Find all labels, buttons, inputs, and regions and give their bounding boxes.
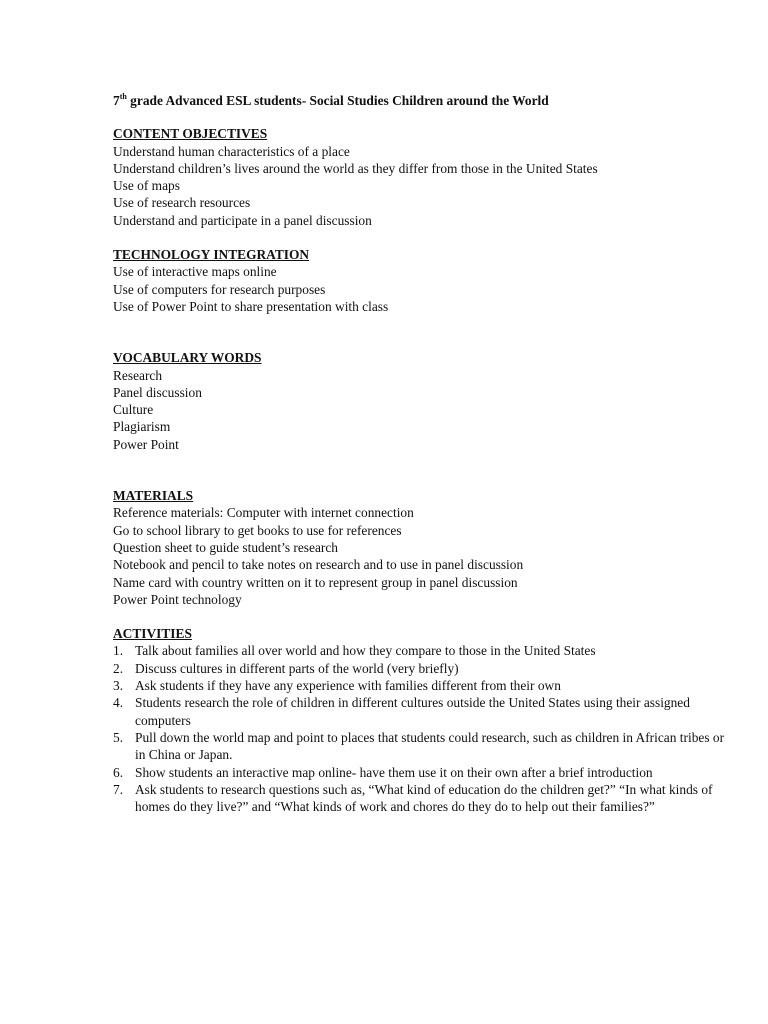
- section-spacer: [113, 608, 733, 625]
- materials-item: Notebook and pencil to take notes on research and to use in panel discussion: [113, 557, 524, 573]
- activity-item: [113, 729, 733, 764]
- objective-item: Understand and participate in a panel discussion: [113, 212, 372, 228]
- vocabulary-item: Panel discussion: [113, 384, 202, 400]
- heading-content-objectives: CONTENT OBJECTIVES: [113, 126, 268, 142]
- title-grade-superscript: th: [119, 91, 127, 101]
- activity-number: 7.: [113, 781, 124, 797]
- vocabulary-item: Culture: [113, 402, 154, 418]
- section-spacer: [113, 453, 733, 487]
- activity-number: 4.: [113, 695, 124, 711]
- activity-text: Talk about families all over world and how they compare to those in the United States: [135, 643, 596, 659]
- activity-text: Students research the role of children in different cultures outside the United States using their assigned computers: [135, 695, 690, 728]
- activity-item: [113, 642, 733, 659]
- heading-technology-integration: TECHNOLOGY INTEGRATION: [113, 247, 310, 263]
- materials-item: Reference materials: Computer with internet connection: [113, 505, 414, 521]
- document-page: [113, 92, 733, 815]
- materials-item: Question sheet to guide student’s research: [113, 539, 338, 555]
- vocabulary-item: Power Point: [113, 436, 179, 452]
- activity-text: Ask students to research questions such as, “What kind of education do the children get?” “In what kinds of homes do they live?” and “What kinds of work and chores do they do to help out their families?”: [135, 781, 713, 815]
- heading-materials: MATERIALS: [113, 488, 194, 504]
- activity-number: 6.: [113, 764, 124, 780]
- title-text: grade Advanced ESL students- Social Studies Children around the World: [126, 93, 549, 108]
- objective-item: Understand children’s lives around the world as they differ from those in the United States: [113, 160, 598, 176]
- section-materials: [113, 487, 733, 608]
- materials-item: Power Point technology: [113, 591, 242, 607]
- activity-item: [113, 660, 733, 677]
- technology-item: Use of Power Point to share presentation with class: [113, 298, 389, 314]
- materials-item: Name card with country written on it to represent group in panel discussion: [113, 574, 518, 590]
- vocabulary-item: Research: [113, 367, 163, 383]
- section-technology-integration: [113, 246, 733, 315]
- activities-list: [113, 642, 733, 815]
- activity-text: Discuss cultures in different parts of the world (very briefly): [135, 660, 459, 676]
- technology-item: Use of interactive maps online: [113, 264, 277, 280]
- activity-text: Ask students if they have any experience with families different from their own: [135, 678, 561, 694]
- activity-number: 5.: [113, 729, 124, 745]
- activity-item: [113, 677, 733, 694]
- activity-item: [113, 694, 733, 729]
- activity-number: 2.: [113, 660, 124, 676]
- document-title: [113, 92, 733, 109]
- objective-item: Use of research resources: [113, 195, 251, 211]
- activity-item: [113, 764, 733, 781]
- activity-number: 1.: [113, 643, 124, 659]
- activity-text: Show students an interactive map online- have them use it on their own after a brief introduction: [135, 764, 653, 780]
- section-spacer: [113, 229, 733, 246]
- technology-item: Use of computers for research purposes: [113, 281, 326, 297]
- activity-item: [113, 781, 733, 816]
- section-vocabulary-words: [113, 349, 733, 453]
- heading-vocabulary-words: VOCABULARY WORDS: [113, 350, 262, 366]
- heading-activities: ACTIVITIES: [113, 626, 192, 642]
- section-activities: [113, 625, 733, 815]
- activity-text: Pull down the world map and point to places that students could research, such as children in African tribes or in China or Japan.: [135, 729, 725, 763]
- section-spacer: [113, 315, 733, 349]
- title-grade-number: 7: [113, 93, 120, 108]
- vocabulary-item: Plagiarism: [113, 419, 171, 435]
- objective-item: Use of maps: [113, 178, 180, 194]
- materials-item: Go to school library to get books to use for references: [113, 522, 402, 538]
- activity-number: 3.: [113, 678, 124, 694]
- section-content-objectives: [113, 125, 733, 229]
- objective-item: Understand human characteristics of a place: [113, 143, 350, 159]
